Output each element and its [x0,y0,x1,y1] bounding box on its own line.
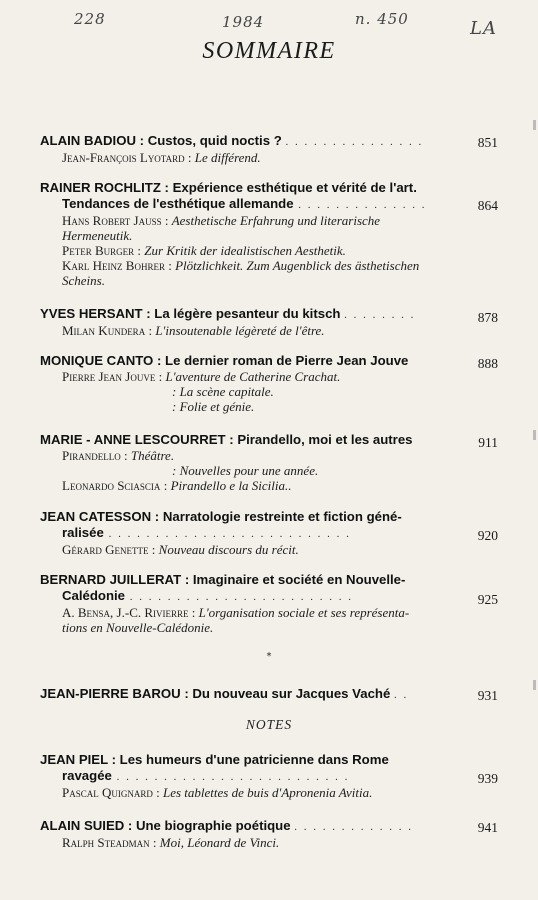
page-number: 920 [477,528,498,543]
page-number: 941 [477,820,498,835]
page-title: SOMMAIRE [202,38,336,64]
entry-reference: Pirandello : Théâtre. : Nouvelles pour une année. [62,448,319,478]
entry-heading: ALAIN BADIOU : Custos, quid noctis ? . . . . . . . . . . . . . . . [40,133,424,148]
toc-entry [40,180,500,288]
entry-reference: Pierre Jean Jouve : L'aventure de Catherine Crachat. : La scène capitale. : Folie et génie. [62,369,341,414]
page-number: 864 [477,198,498,213]
entry-reference: Ralph Steadman : Moi, Léonard de Vinci. [62,835,280,850]
entry-reference: Karl Heinz Bohrer : Plötzlichkeit. Zum Augenblick des ästhetischen Scheins. [62,258,420,288]
entry-reference: Milan Kundera : L'insoutenable légèreté de l'être. [62,323,325,338]
page-number: 931 [477,688,498,703]
entry-heading: JEAN CATESSON : Narratologie restreinte et fiction géné- ralisée . . . . . . . . . . . . . . . . . . . . . . . . . . [40,509,402,540]
section-separator: * [266,651,272,662]
toc-entry [40,509,500,557]
page-number: 939 [477,771,498,786]
entry-heading: MONIQUE CANTO : Le dernier roman de Pierre Jean Jouve [40,353,409,368]
entry-reference: Pascal Quignard : Les tablettes de buis d'Apronenia Avitia. [62,785,373,800]
notes-heading: NOTES [245,717,293,732]
entry-heading: JEAN PIEL : Les humeurs d'une patricienne dans Rome ravagée . . . . . . . . . . . . . . . . . . . . . . . . . [40,752,389,783]
toc-entry [40,133,500,165]
page-edge-mark [533,120,536,130]
entry-heading: BERNARD JUILLERAT : Imaginaire et société en Nouvelle- Calédonie . . . . . . . . . . . . . . . . . . . . . . . . [40,572,406,603]
entry-heading: RAINER ROCHLITZ : Expérience esthétique et vérité de l'art. Tendances de l'esthétique allemande . . . . . . . . . . . . . . [40,180,427,211]
toc-entry [40,432,500,493]
page-edge-mark [533,680,536,690]
entry-reference: Jean-François Lyotard : Le différend. [62,150,261,165]
entry-heading: ALAIN SUIED : Une biographie poétique . . . . . . . . . . . . . [40,818,413,833]
toc-entry [40,818,500,850]
entry-reference: A. Bensa, J.-C. Rivierre : L'organisation sociale et ses représenta- tions en Nouvelle-Calédonie. [62,605,410,635]
page-number: 911 [478,435,498,450]
toc-entry [40,306,500,338]
entry-reference: Peter Burger : Zur Kritik der idealistischen Aesthetik. [62,243,346,258]
handwritten-annotation: n. 450 [355,10,409,28]
page-number: 878 [477,310,498,325]
page-number: 925 [477,592,498,607]
page-edge-mark [533,430,536,440]
toc-entry [40,686,500,703]
handwritten-annotation: 1984 [222,13,265,31]
page-number: 851 [477,135,498,150]
entry-heading: JEAN-PIERRE BAROU : Du nouveau sur Jacques Vaché . . [40,686,409,701]
entry-reference: Leonardo Sciascia : Pirandello e la Sicilia.. [62,478,292,493]
toc-entry [40,572,500,635]
entry-heading: MARIE - ANNE LESCOURRET : Pirandello, moi et les autres [40,432,413,447]
page-number: 888 [477,356,498,371]
entry-reference: Hans Robert Jauss : Aesthetische Erfahrung und literarische Hermeneutik. [62,213,381,243]
handwritten-annotation: 228 [74,10,106,28]
entry-reference: Gérard Genette : Nouveau discours du récit. [62,542,299,557]
toc-entry [40,353,500,414]
handwritten-annotation: LA [470,18,497,39]
entry-heading: YVES HERSANT : La légère pesanteur du kitsch . . . . . . . . [40,306,416,321]
toc-entry [40,752,500,800]
